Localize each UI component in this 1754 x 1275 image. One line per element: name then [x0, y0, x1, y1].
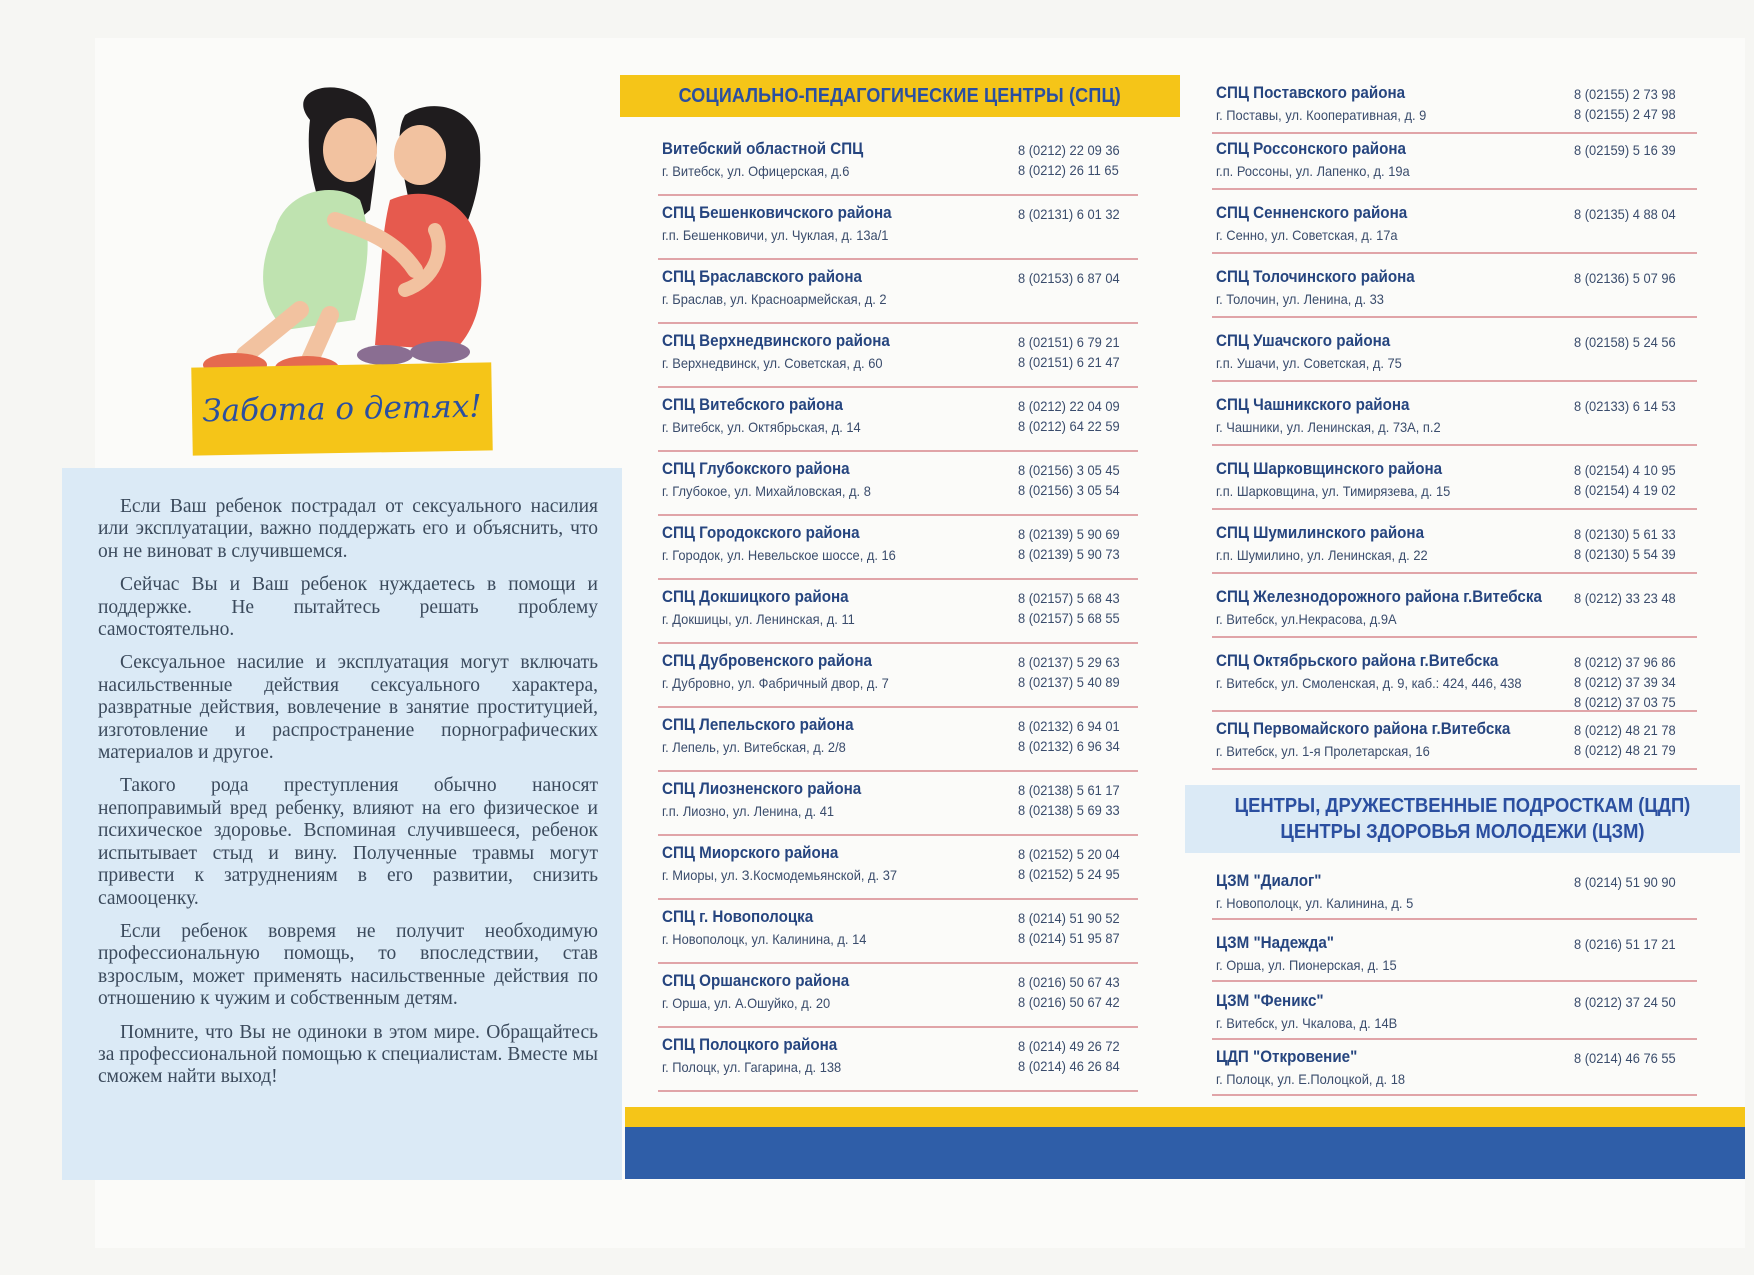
center-name: СПЦ Браславского района — [662, 268, 862, 286]
phone-number: 8 (0216) 50 67 43 — [1018, 974, 1120, 990]
center-entry — [1212, 452, 1697, 510]
spc-heading-bar — [620, 75, 1180, 117]
phone-number: 8 (02157) 5 68 43 — [1018, 590, 1120, 606]
youth-centers-heading — [1185, 785, 1740, 853]
center-phones — [1574, 1048, 1676, 1068]
center-phones — [1018, 268, 1120, 288]
phone-number: 8 (02138) 5 69 33 — [1018, 802, 1120, 818]
phone-number: 8 (02131) 6 01 32 — [1018, 206, 1120, 222]
center-phones — [1574, 872, 1676, 892]
center-phones — [1574, 588, 1676, 608]
center-name: СПЦ Верхнедвинского района — [662, 332, 890, 350]
phone-number: 8 (02155) 2 47 98 — [1574, 106, 1676, 122]
center-entry — [1212, 580, 1697, 638]
phone-number: 8 (02133) 6 14 53 — [1574, 398, 1676, 414]
advice-paragraph: Если ребенок вовремя не получит необходимую профессиональную помощь, то впоследствии, став взрослым, может применять насильственные действия по отношению к чужим и собственным детям. — [98, 920, 598, 1010]
phone-number: 8 (0212) 37 39 34 — [1574, 674, 1676, 690]
center-phones — [1018, 204, 1120, 224]
center-name: СПЦ Глубокского района — [662, 460, 850, 478]
center-phones — [1018, 1036, 1120, 1076]
phone-number: 8 (0214) 51 95 87 — [1018, 930, 1120, 946]
phone-number: 8 (0216) 51 17 21 — [1574, 936, 1676, 952]
center-address: г.п. Шарковщина, ул. Тимирязева, д. 15 — [1216, 483, 1451, 499]
center-name: ЦЗМ "Феникс" — [1216, 992, 1324, 1010]
center-address: г. Докшицы, ул. Ленинская, д. 11 — [662, 611, 855, 627]
center-entry — [1212, 196, 1697, 254]
center-name: СПЦ Сенненского района — [1216, 204, 1408, 222]
center-phones — [1018, 844, 1120, 884]
center-address: г. Орша, ул. Пионерская, д. 15 — [1216, 957, 1397, 973]
phone-number: 8 (02130) 5 54 39 — [1574, 546, 1676, 562]
center-name: СПЦ Оршанского района — [662, 972, 850, 990]
phone-number: 8 (0212) 22 04 09 — [1018, 398, 1120, 414]
center-entry — [1212, 388, 1697, 446]
center-phones — [1574, 524, 1676, 564]
center-name: СПЦ г. Новополоцка — [662, 908, 814, 926]
center-phones — [1018, 780, 1120, 820]
center-address: г. Витебск, ул.Некрасова, д.9А — [1216, 611, 1397, 627]
center-address: г. Глубокое, ул. Михайловская, д. 8 — [662, 483, 871, 499]
center-phones — [1018, 332, 1120, 372]
center-name: СПЦ Чашникского района — [1216, 396, 1410, 414]
phone-number: 8 (0212) 37 24 50 — [1574, 994, 1676, 1010]
center-entry — [658, 196, 1138, 260]
center-address: г. Витебск, ул. Смоленская, д. 9, каб.: 424, 446, 438 — [1216, 675, 1522, 691]
youth-heading-line1: ЦЕНТРЫ, ДРУЖЕСТВЕННЫЕ ПОДРОСТКАМ (ЦДП) — [1234, 795, 1691, 817]
center-name: СПЦ Докшицкого района — [662, 588, 849, 606]
phone-number: 8 (0212) 48 21 78 — [1574, 722, 1676, 738]
phone-number: 8 (02137) 5 40 89 — [1018, 674, 1120, 690]
phone-number: 8 (02151) 6 21 47 — [1018, 354, 1120, 370]
advice-paragraph: Если Ваш ребенок пострадал от сексуального насилия или эксплуатации, важно поддержать его и объяснить, что он не виноват в случившемся. — [98, 496, 598, 562]
phone-number: 8 (0212) 26 11 65 — [1018, 162, 1119, 178]
phone-number: 8 (0212) 37 03 75 — [1574, 694, 1676, 710]
phone-number: 8 (02132) 6 94 01 — [1018, 718, 1120, 734]
center-phones — [1018, 524, 1120, 564]
center-entry — [658, 324, 1138, 388]
center-entry — [1212, 516, 1697, 574]
center-entry — [1212, 260, 1697, 318]
center-phones — [1574, 204, 1676, 224]
center-phones — [1574, 396, 1676, 416]
center-entry — [1212, 324, 1697, 382]
phone-number: 8 (0214) 46 26 84 — [1018, 1058, 1120, 1074]
center-address: г. Витебск, ул. Октябрьская, д. 14 — [662, 419, 861, 435]
center-address: г.п. Ушачи, ул. Советская, д. 75 — [1216, 355, 1402, 371]
center-entry — [658, 836, 1138, 900]
center-entry — [1212, 984, 1697, 1040]
phone-number: 8 (02154) 4 10 95 — [1574, 462, 1676, 478]
advice-paragraph: Такого рода преступления обычно наносят непоправимый вред ребенку, влияют на его физическое и психическое здоровье. Вспоминая случившееся, ребенок испытывает стыд и вину. Полученные травмы могут привести к затруднениям в его развитии, снизить самооценку. — [98, 775, 598, 909]
center-address: г. Городок, ул. Невельское шоссе, д. 16 — [662, 547, 896, 563]
center-address: г. Полоцк, ул. Е.Полоцкой, д. 18 — [1216, 1071, 1406, 1087]
center-address: г. Витебск, ул. 1-я Пролетарская, 16 — [1216, 743, 1430, 759]
center-address: г. Миоры, ул. З.Космодемьянской, д. 37 — [662, 867, 898, 883]
spc-heading: СОЦИАЛЬНО-ПЕДАГОГИЧЕСКИЕ ЦЕНТРЫ (СПЦ) — [678, 84, 1122, 107]
center-name: СПЦ Поставского района — [1216, 84, 1406, 102]
advice-paragraph: Сейчас Вы и Ваш ребенок нуждаетесь в помощи и поддержке. Не пытайтесь решать проблему самостоятельно. — [98, 574, 598, 641]
phone-number: 8 (0212) 48 21 79 — [1574, 742, 1676, 758]
phone-number: 8 (02153) 6 87 04 — [1018, 270, 1120, 286]
center-entry — [658, 772, 1138, 836]
center-address: г.п. Шумилино, ул. Ленинская, д. 22 — [1216, 547, 1428, 563]
center-entry — [658, 132, 1138, 196]
center-entry — [658, 516, 1138, 580]
phone-number: 8 (02151) 6 79 21 — [1018, 334, 1120, 350]
center-phones — [1574, 992, 1676, 1012]
center-address: г. Орша, ул. А.Ошуйко, д. 20 — [662, 995, 831, 1011]
center-address: г. Дубровно, ул. Фабричный двор, д. 7 — [662, 675, 889, 691]
center-phones — [1018, 908, 1120, 948]
center-entry — [658, 260, 1138, 324]
center-phones — [1018, 652, 1120, 692]
center-phones — [1574, 268, 1676, 288]
center-entry — [658, 708, 1138, 772]
children-illustration — [135, 80, 545, 390]
center-phones — [1574, 460, 1676, 500]
center-phones — [1574, 652, 1676, 712]
phone-number: 8 (02130) 5 61 33 — [1574, 526, 1676, 542]
phone-number: 8 (0214) 51 90 52 — [1018, 910, 1120, 926]
center-phones — [1018, 972, 1120, 1012]
center-name: СПЦ Лепельского района — [662, 716, 854, 734]
center-address: г.п. Бешенковичи, ул. Чуклая, д. 13а/1 — [662, 227, 889, 243]
footer-stripe-yellow — [625, 1107, 1745, 1127]
center-entry — [658, 1028, 1138, 1092]
phone-number: 8 (02138) 5 61 17 — [1018, 782, 1120, 798]
center-address: г. Сенно, ул. Советская, д. 17а — [1216, 227, 1398, 243]
advice-text — [98, 496, 598, 1100]
center-address: г. Лепель, ул. Витебская, д. 2/8 — [662, 739, 846, 755]
center-name: СПЦ Первомайского района г.Витебска — [1216, 720, 1511, 738]
phone-number: 8 (0212) 33 23 48 — [1574, 590, 1676, 606]
center-name: СПЦ Железнодорожного района г.Витебска — [1216, 588, 1542, 606]
center-address: г. Чашники, ул. Ленинская, д. 73А, п.2 — [1216, 419, 1441, 435]
center-address: г. Витебск, ул. Офицерская, д.6 — [662, 163, 850, 179]
center-entry — [658, 964, 1138, 1028]
center-phones — [1574, 140, 1676, 160]
center-name: СПЦ Шарковщинского района — [1216, 460, 1443, 478]
center-address: г. Новополоцк, ул. Калинина, д. 14 — [662, 931, 867, 947]
phone-number: 8 (0216) 50 67 42 — [1018, 994, 1120, 1010]
center-entry — [1212, 132, 1697, 190]
phone-number: 8 (0214) 49 26 72 — [1018, 1038, 1120, 1054]
phone-number: 8 (02152) 5 20 04 — [1018, 846, 1120, 862]
center-phones — [1574, 720, 1676, 760]
tagline-text: Забота о детях! — [201, 388, 483, 430]
center-name: СПЦ Дубровенского района — [662, 652, 872, 670]
center-entry — [658, 900, 1138, 964]
center-name: СПЦ Октябрьского района г.Витебска — [1216, 652, 1499, 670]
phone-number: 8 (02132) 6 96 34 — [1018, 738, 1120, 754]
center-name: СПЦ Миорского района — [662, 844, 839, 862]
youth-heading-line2: ЦЕНТРЫ ЗДОРОВЬЯ МОЛОДЕЖИ (ЦЗМ) — [1280, 821, 1645, 843]
center-name: СПЦ Городокского района — [662, 524, 860, 542]
center-phones — [1574, 84, 1676, 124]
phone-number: 8 (02139) 5 90 73 — [1018, 546, 1120, 562]
center-entry — [658, 452, 1138, 516]
center-name: СПЦ Толочинского района — [1216, 268, 1415, 286]
advice-paragraph: Помните, что Вы не одиноки в этом мире. Обращайтесь за профессиональной помощью к специалистам. Вместе мы сможем найти выход! — [98, 1021, 598, 1088]
center-name: СПЦ Бешенковичского района — [662, 204, 892, 222]
center-entry — [1212, 926, 1697, 982]
center-address: г. Верхнедвинск, ул. Советская, д. 60 — [662, 355, 883, 371]
center-name: СПЦ Витебского района — [662, 396, 843, 414]
center-address: г. Полоцк, ул. Гагарина, д. 138 — [662, 1059, 842, 1075]
center-name: СПЦ Лиозненского района — [662, 780, 862, 798]
phone-number: 8 (02159) 5 16 39 — [1574, 142, 1676, 158]
center-phones — [1018, 396, 1120, 436]
tagline-banner — [191, 362, 492, 455]
phone-number: 8 (02139) 5 90 69 — [1018, 526, 1120, 542]
phone-number: 8 (02152) 5 24 95 — [1018, 866, 1120, 882]
phone-number: 8 (02137) 5 29 63 — [1018, 654, 1120, 670]
center-entry — [1212, 644, 1697, 712]
phone-number: 8 (02156) 3 05 54 — [1018, 482, 1120, 498]
phone-number: 8 (0214) 51 90 90 — [1574, 874, 1676, 890]
center-name: ЦДП "Откровение" — [1216, 1048, 1358, 1066]
center-name: ЦЗМ "Диалог" — [1216, 872, 1322, 890]
center-phones — [1574, 934, 1676, 954]
center-entry — [1212, 864, 1697, 920]
center-name: СПЦ Ушачского района — [1216, 332, 1391, 350]
phone-number: 8 (02157) 5 68 55 — [1018, 610, 1120, 626]
center-entry — [1212, 1040, 1697, 1096]
center-address: г.п. Лиозно, ул. Ленина, д. 41 — [662, 803, 835, 819]
center-address: г. Витебск, ул. Чкалова, д. 14В — [1216, 1015, 1398, 1031]
center-address: г. Толочин, ул. Ленина, д. 33 — [1216, 291, 1384, 307]
phone-number: 8 (02135) 4 88 04 — [1574, 206, 1676, 222]
footer-stripe-blue — [625, 1127, 1745, 1179]
center-phones — [1018, 588, 1120, 628]
phone-number: 8 (02154) 4 19 02 — [1574, 482, 1676, 498]
center-entry — [658, 580, 1138, 644]
phone-number: 8 (0212) 37 96 86 — [1574, 654, 1676, 670]
center-phones — [1018, 460, 1120, 500]
phone-number: 8 (02155) 2 73 98 — [1574, 86, 1676, 102]
center-entry — [1212, 712, 1697, 770]
center-name: СПЦ Полоцкого района — [662, 1036, 838, 1054]
advice-panel — [62, 468, 622, 1180]
center-name: СПЦ Россонского района — [1216, 140, 1406, 158]
phone-number: 8 (0212) 64 22 59 — [1018, 418, 1120, 434]
center-entry — [1212, 76, 1697, 134]
phone-number: 8 (0214) 46 76 55 — [1574, 1050, 1676, 1066]
center-address: г. Новополоцк, ул. Калинина, д. 5 — [1216, 895, 1414, 911]
center-entry — [658, 388, 1138, 452]
advice-paragraph: Сексуальное насилие и эксплуатация могут включать насильственные действия сексуального характера, развратные действия, вовлечение в занятие проституцией, изготовление и распространение порнографических материалов и другое. — [98, 652, 598, 764]
phone-number: 8 (0212) 22 09 36 — [1018, 142, 1120, 158]
center-entry — [658, 644, 1138, 708]
center-name: ЦЗМ "Надежда" — [1216, 934, 1334, 952]
center-phones — [1574, 332, 1676, 352]
center-name: Витебский областной СПЦ — [662, 140, 864, 158]
center-phones — [1018, 716, 1120, 756]
phone-number: 8 (02136) 5 07 96 — [1574, 270, 1676, 286]
center-address: г.п. Россоны, ул. Лапенко, д. 19а — [1216, 163, 1410, 179]
center-phones — [1018, 140, 1120, 180]
phone-number: 8 (02156) 3 05 45 — [1018, 462, 1120, 478]
center-address: г. Браслав, ул. Красноармейская, д. 2 — [662, 291, 887, 307]
center-name: СПЦ Шумилинского района — [1216, 524, 1425, 542]
phone-number: 8 (02158) 5 24 56 — [1574, 334, 1676, 350]
center-address: г. Поставы, ул. Кооперативная, д. 9 — [1216, 107, 1427, 123]
